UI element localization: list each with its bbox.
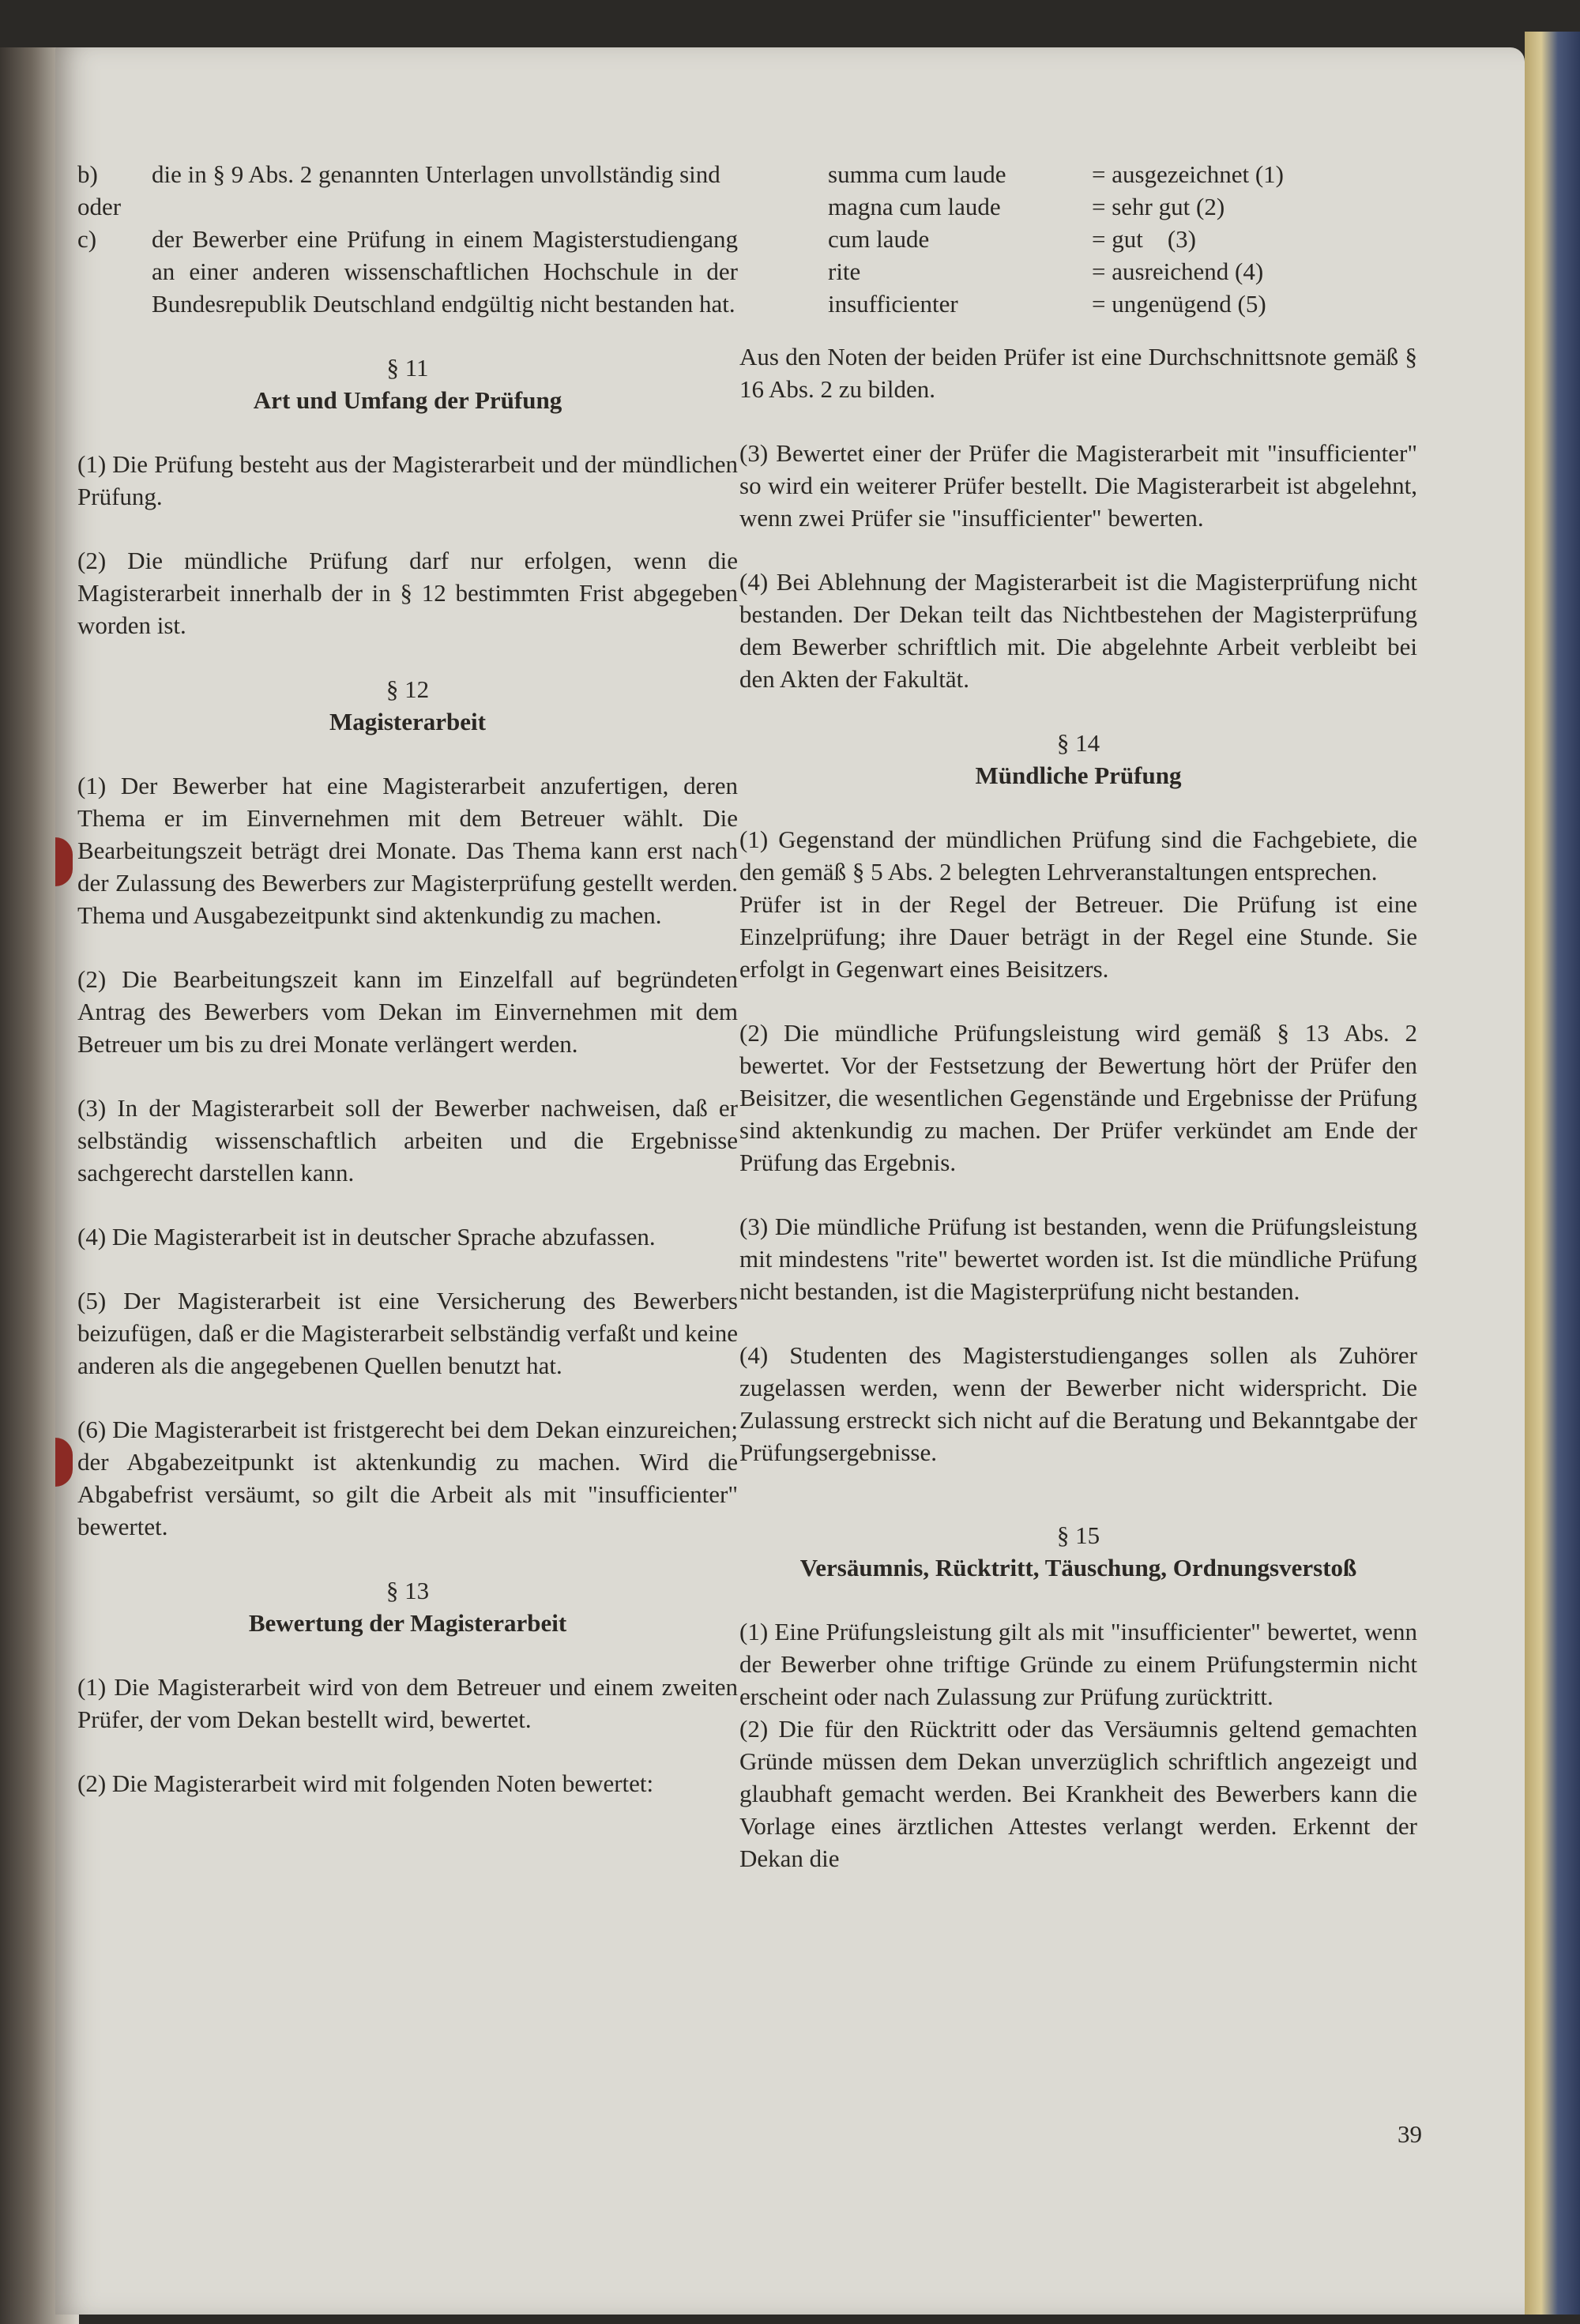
paragraph: (2) Die mündliche Prüfungsleistung wird gemäß § 13 Abs. 2 bewertet. Vor der Festsetzung der Bewertung hört der Prüfer den Beisitzer, die wesentlichen Gegenstände und Ergebnisse der Prüfung sind aktenkundig zu machen. Der Prüfer verkündet am Ende der Prüfung das Ergebnis. xyxy=(739,1019,1417,1176)
page-edges xyxy=(1525,32,1580,2315)
grade-row xyxy=(739,190,1417,223)
document-page xyxy=(55,47,1525,2315)
paragraph: (1) Gegenstand der mündlichen Prüfung sind die Fachgebiete, die den gemäß § 5 Abs. 2 belegten Lehrveranstaltungen entsprechen. xyxy=(739,825,1417,886)
list-connector: oder xyxy=(77,193,122,220)
paragraph: (2) Die Bearbeitungszeit kann im Einzelfall auf begründeten Antrag des Bewerbers vom Dekan im Einvernehmen mit dem Betreuer um bis zu drei Monate verlängert werden. xyxy=(77,965,738,1058)
list-item xyxy=(77,223,738,320)
grade-row xyxy=(739,223,1417,255)
paragraph: (3) Die mündliche Prüfung ist bestanden, wenn die Prüfungsleistung mit mindestens "rite" bewertet worden ist. Ist die mündliche Prüfung nicht bestanden, ist die Magisterprüfung nicht bestanden. xyxy=(739,1213,1417,1305)
section-heading-13 xyxy=(77,1574,738,1639)
list-marker: b) xyxy=(77,160,98,188)
list-item xyxy=(77,158,738,190)
paragraph: Prüfer ist in der Regel der Betreuer. Die Prüfung ist eine Einzelprüfung; ihre Dauer beträgt in der Regel eine Stunde. Sie erfolgt in Gegenwart eines Beisitzers. xyxy=(739,890,1417,983)
paragraph: (3) Bewertet einer der Prüfer die Magisterarbeit mit "insufficienter" so wird ein weiterer Prüfer bestellt. Die Magisterarbeit ist abgelehnt, wenn zwei Prüfer sie "insufficienter" bewerten. xyxy=(739,439,1417,532)
section-heading-14 xyxy=(739,727,1417,792)
grade-german: = gut (3) xyxy=(1092,225,1196,253)
section-title: Versäumnis, Rücktritt, Täuschung, Ordnungsverstoß xyxy=(799,1554,1357,1581)
grade-row xyxy=(739,158,1417,190)
grade-latin: summa cum laude xyxy=(828,160,1006,188)
grade-latin: insufficienter xyxy=(828,290,958,318)
paragraph: (1) Eine Prüfungsleistung gilt als mit "insufficienter" bewertet, wenn der Bewerber ohne triftige Gründe zu einem Prüfungstermin nicht erscheint oder nach Zulassung zur Prüfung zurücktritt. xyxy=(739,1618,1417,1710)
paragraph: (5) Der Magisterarbeit ist eine Versicherung des Bewerbers beizufügen, daß er die Magisterarbeit selbständig verfaßt und keine anderen als die angegebenen Quellen benutzt hat. xyxy=(77,1287,738,1379)
paragraph: (6) Die Magisterarbeit ist fristgerecht bei dem Dekan einzureichen; der Abgabezeitpunkt ist aktenkundig zu machen. Wird die Abgabefrist versäumt, so gilt die Arbeit als mit "insufficienter" bewertet. xyxy=(77,1416,738,1540)
paragraph: (4) Studenten des Magisterstudienganges sollen als Zuhörer zugelassen werden, wenn der Bewerber nicht widerspricht. Die Zulassung erstreckt sich nicht auf die Beratung und Bekanntgabe der Prüfungsergebnisse. xyxy=(739,1341,1417,1466)
grade-row xyxy=(739,255,1417,288)
section-title: Art und Umfang der Prüfung xyxy=(253,386,562,414)
paragraph: (2) Die mündliche Prüfung darf nur erfolgen, wenn die Magisterarbeit innerhalb der in § 12 bestimmten Frist abgegeben worden ist. xyxy=(77,547,738,639)
list-marker: c) xyxy=(77,225,97,253)
section-title: Magisterarbeit xyxy=(329,708,486,735)
paragraph: (2) Die Magisterarbeit wird mit folgenden Noten bewertet: xyxy=(77,1769,654,1797)
paragraph: (4) Bei Ablehnung der Magisterarbeit ist die Magisterprüfung nicht bestanden. Der Dekan teilt das Nichtbestehen der Magisterprüfung dem Bewerber schriftlich mit. Die abgelehnte Arbeit verbleibt bei den Akten der Fakultät. xyxy=(739,568,1417,693)
paragraph: (3) In der Magisterarbeit soll der Bewerber nachweisen, daß er selbständig wissenschaftlich arbeiten und die Ergebnisse sachgerecht darstellen kann. xyxy=(77,1094,738,1186)
grade-table xyxy=(739,158,1417,320)
list-text: die in § 9 Abs. 2 genannten Unterlagen unvollständig sind xyxy=(152,160,720,188)
section-number: § 14 xyxy=(1056,729,1100,757)
paragraph: (1) Der Bewerber hat eine Magisterarbeit anzufertigen, deren Thema er im Einvernehmen mit dem Betreuer wählt. Die Bearbeitungszeit beträgt drei Monate. Das Thema kann erst nach der Zulassung des Bewerbers zur Magisterprüfung gestellt werden. Thema und Ausgabezeitpunkt sind aktenkundig zu machen. xyxy=(77,772,738,929)
grade-latin: rite xyxy=(828,258,861,285)
grade-german: = sehr gut (2) xyxy=(1092,193,1225,220)
page-number: 39 xyxy=(1398,2120,1422,2148)
section-heading-12 xyxy=(77,673,738,738)
paragraph: (4) Die Magisterarbeit ist in deutscher Sprache abzufassen. xyxy=(77,1223,656,1250)
section-number: § 11 xyxy=(386,354,429,382)
section-number: § 15 xyxy=(1056,1521,1100,1549)
section-title: Bewertung der Magisterarbeit xyxy=(248,1609,567,1637)
list-text: der Bewerber eine Prüfung in einem Magisterstudiengang an einer anderen wissenschaftlichen Hochschule in der Bundesrepublik Deutschland endgültig nicht bestanden hat. xyxy=(152,225,738,318)
grade-latin: magna cum laude xyxy=(828,193,1001,220)
grade-latin: cum laude xyxy=(828,225,930,253)
grade-german: = ausreichend (4) xyxy=(1092,258,1264,285)
paragraph: (1) Die Prüfung besteht aus der Magisterarbeit und der mündlichen Prüfung. xyxy=(77,450,738,510)
section-number: § 13 xyxy=(386,1577,430,1604)
paragraph: Aus den Noten der beiden Prüfer ist eine Durchschnittsnote gemäß § 16 Abs. 2 zu bilden. xyxy=(739,343,1417,403)
grade-row xyxy=(739,288,1417,320)
left-column xyxy=(77,158,738,1799)
paragraph: (1) Die Magisterarbeit wird von dem Betreuer und einem zweiten Prüfer, der vom Dekan bestellt wird, bewertet. xyxy=(77,1673,738,1733)
section-title: Mündliche Prüfung xyxy=(975,762,1182,789)
grade-german: = ungenügend (5) xyxy=(1092,290,1266,318)
section-heading-11 xyxy=(77,352,738,416)
section-number: § 12 xyxy=(386,675,430,703)
paragraph: (2) Die für den Rücktritt oder das Versäumnis geltend gemachten Gründe müssen dem Dekan unverzüglich schriftlich angezeigt und glaubhaft gemacht werden. Bei Krankheit des Bewerbers kann die Vorlage eines ärztlichen Attestes verlangt werden. Erkennt der Dekan die xyxy=(739,1715,1417,1872)
right-column xyxy=(739,158,1417,1875)
section-heading-15 xyxy=(739,1519,1417,1584)
grade-german: = ausgezeichnet (1) xyxy=(1092,160,1284,188)
